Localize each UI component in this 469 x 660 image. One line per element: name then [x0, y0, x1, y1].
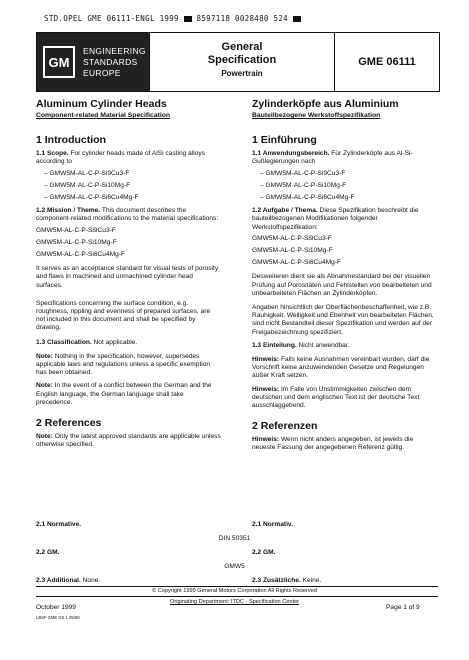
section-heading: 2 References — [36, 417, 102, 430]
copyright: © Copyright 1999 General Motors Corporation All Rights Reserved — [152, 588, 317, 594]
list-item: GMW5M-AL-C-P-Si6Cu4Mg-F — [252, 259, 342, 267]
paragraph: Hinweis: Wenn nicht anders angegeben, ist jeweils die neueste Fassung der angegebenen Referenz gültig. — [252, 436, 414, 452]
paragraph: Hinweis: Im Falle von Unstimmigkeiten zwischen dem deutschen und dem englischen Text ist der deutsche Text ausschlaggebend. — [252, 385, 420, 410]
scope-list — [36, 170, 221, 203]
gm-brand-cell — [37, 33, 149, 91]
paragraph: 1.1 Scope. For cylinder heads made of AlSi casting alloys according to — [36, 150, 205, 166]
eng-line: EUROPE — [83, 67, 121, 78]
english-column — [36, 98, 221, 449]
scope-list — [252, 170, 437, 203]
ref-additional: 2.3 Zusätzliche. Keine. — [252, 577, 322, 584]
ref-additional: 2.3 Additional. None. — [36, 577, 101, 584]
scan-codes: 8597118 0028480 524 — [196, 14, 288, 23]
paragraph: Note: In the event of a conflict between the German and the English language, the German language shall take precedence. — [36, 382, 212, 406]
paragraph: 1.3 Einteilung. Nicht anwendbar. — [252, 341, 350, 349]
ref-gm: 2.2 GM. — [36, 549, 60, 556]
ref-normative: 2.1 Normativ. — [252, 521, 293, 528]
paragraph: Angaben hinsichtlich der Oberflächenbeschaffenheit, wie z.B. Rauhigkeit, Welligkeit und Ebenheit von bearbeiteten Flächen, sind nicht Bestandteil dieser Spezifikation und werden auf der Freigabezeichnung spezifiziert. — [252, 304, 434, 336]
form-code: LBSF GME GS 1.05/99 — [36, 615, 80, 620]
section-heading: 1 Einführung — [252, 134, 317, 147]
mission-list — [36, 227, 221, 260]
paragraph: 1.1 Anwendungsbereich. Für Zylinderköpfe aus Al-Si-Gußlegierungen nach — [252, 150, 413, 166]
paragraph: Specifications concerning the surface condition, e.g. roughness, rippling and evenness of prepared surfaces, are not included in this document and shall be specified by drawing. — [36, 299, 211, 332]
spec-number: GME 06111 — [358, 56, 416, 68]
section-heading: 2 Referenzen — [252, 420, 318, 433]
barcode-block-icon — [184, 16, 192, 22]
barcode-block-icon — [293, 16, 301, 22]
list-item: GMW5M-AL-C-P-Si9Cu3-F — [252, 234, 332, 242]
paragraph: Hinweis: Falls keine Ausnahmen vereinbart wurden, darf die Vorschrift keine anzuwendenden Gesetze und Regelungen außer Kraft setzen. — [252, 356, 430, 380]
paragraph: 1.3 Classification. Not applicable. — [36, 338, 138, 346]
paragraph: 1.2 Aufgabe / Thema. Diese Spezifikation beschreibt die bauteilbezogenen Modifikationen folgender Werkstoffspezifikation: — [252, 207, 419, 231]
german-column — [252, 98, 437, 453]
eng-line: ENGINEERING — [83, 45, 146, 56]
spec-header — [36, 32, 440, 92]
issue-date: October 1999 — [36, 604, 76, 611]
engineering-standards-label — [83, 46, 146, 79]
mission-list — [252, 235, 437, 268]
doc-subtitle: Component-related Material Specification — [36, 112, 171, 119]
spec-type-cell — [149, 33, 335, 91]
doc-title: Aluminum Cylinder Heads — [36, 98, 167, 110]
spec-title-2: Specification — [207, 54, 277, 66]
list-item: GMW5M-AL-C-P-Si6Cu4Mg-F — [36, 251, 126, 259]
list-item: – GMW5M-AL-C-P-Si6Cu4Mg-F — [260, 194, 355, 202]
gmw-reference: GMW5 — [224, 563, 245, 570]
list-item: GMW5M-AL-C-P-Si10Mg-F — [36, 238, 117, 246]
ref-normative: 2.1 Normative. — [36, 521, 82, 528]
doc-title: Zylinderköpfe aus Aluminium — [252, 98, 399, 110]
originating-department: Originating Department: ITDC - Specification Center — [169, 599, 300, 605]
list-item: – GMW5M-AL-C-P-Si10Mg-F — [260, 181, 347, 189]
spec-subtitle: Powertrain — [221, 69, 263, 78]
paragraph: 1.2 Mission / Theme. This document describes the component-related modifications to the material specifications: — [36, 207, 219, 223]
list-item: – GMW5M-AL-C-P-Si9Cu3-F — [260, 169, 346, 177]
list-item: – GMW5M-AL-C-P-Si6Cu4Mg-F — [44, 194, 139, 202]
paragraph: It serves as an acceptance standard for visual tests of porosity and flaws in machined and unmachined cylinder head surfaces. — [36, 265, 219, 289]
page-number: Page 1 of 9 — [386, 604, 420, 611]
divider — [36, 596, 438, 597]
scan-header: STD.OPEL GME 06111-ENGL 1999 — [44, 14, 179, 23]
section-heading: 1 Introduction — [36, 134, 106, 147]
din-reference: DIN 50351 — [218, 535, 251, 542]
divider — [36, 586, 438, 587]
paragraph: Note: Only the latest approved standards are applicable unless otherwise specified. — [36, 433, 221, 449]
list-item: – GMW5M-AL-C-P-Si10Mg-F — [44, 181, 131, 189]
list-item: GMW5M-AL-C-P-Si9Cu3-F — [36, 226, 116, 234]
gm-logo: GM — [43, 46, 75, 78]
paragraph: Note: Nothing in the specification, however, supersedes applicable laws and regulations unless a specific exemption has been obtained. — [36, 352, 211, 377]
paragraph: Desweiteren dient sie als Abnahmestandard bei der visuellen Prüfung auf Porositäten und Fehlstellen von bearbeiteten und unbearbeiteten Flächen an Zylinderköpfen. — [252, 273, 432, 297]
ref-gm: 2.2 GM. — [252, 549, 276, 556]
doc-subtitle: Bauteilbezogene Werkstoffspezifikation — [252, 112, 381, 119]
spec-title-1: General — [221, 41, 263, 53]
scan-header-line — [44, 14, 301, 23]
eng-line: STANDARDS — [83, 56, 138, 67]
list-item: GMW5M-AL-C-P-Si10Mg-F — [252, 247, 333, 255]
list-item: – GMW5M-AL-C-P-Si9Cu3-F — [44, 169, 130, 177]
